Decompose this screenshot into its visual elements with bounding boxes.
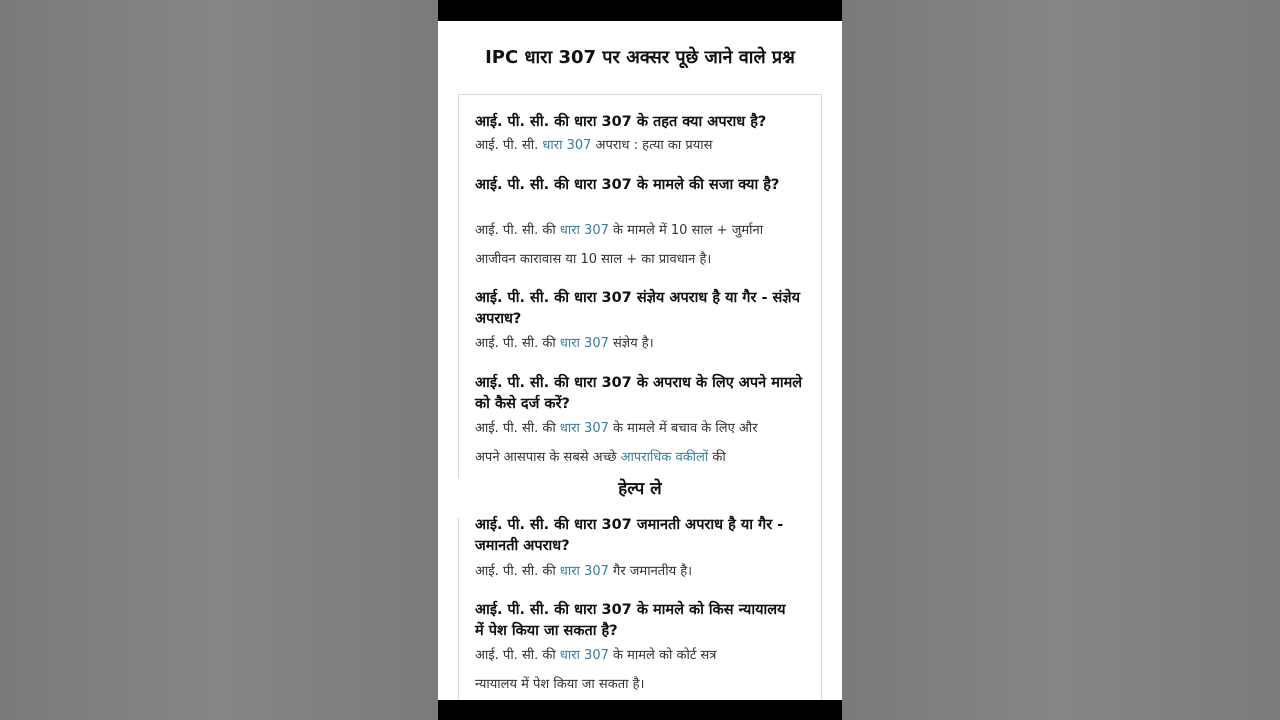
page-title: IPC धारा 307 पर अक्सर पूछे जाने वाले प्रश्न	[485, 47, 795, 68]
answer-text: गैर जमानतीय है।	[613, 564, 693, 579]
section-link[interactable]: धारा 307	[559, 223, 609, 238]
answer-text: आई. पी. सी. की	[475, 564, 556, 579]
blurred-background-left	[0, 0, 438, 720]
faq-answer-2	[475, 216, 815, 245]
faq-answer-6	[475, 641, 815, 670]
faq-answer-4	[475, 414, 815, 443]
section-link[interactable]: धारा 307	[559, 564, 609, 579]
answer-text: अपराध : हत्या का प्रयास	[595, 138, 713, 153]
faq-question-1: आई. पी. सी. की धारा 307 के तहत क्या अपराध है?	[475, 114, 767, 130]
criminal-lawyers-link[interactable]: आपराधिक वकीलों	[620, 450, 709, 465]
section-link[interactable]: धारा 307	[559, 648, 609, 663]
answer-text: आई. पी. सी. की	[475, 421, 556, 436]
help-text: हेल्प ले	[618, 479, 662, 499]
answer-text: अपने आसपास के सबसे अच्छे	[475, 450, 617, 465]
faq-question-4: आई. पी. सी. की धारा 307 के अपराध के लिए अपने मामले को कैसे दर्ज करें?	[475, 375, 803, 412]
answer-text: आई. पी. सी. की	[475, 336, 556, 351]
faq-answer-2-line2: आजीवन कारावास या 10 साल + का प्रावधान है।	[475, 252, 712, 267]
faq-answer-5	[475, 557, 815, 586]
faq-question-2: आई. पी. सी. की धारा 307 के मामले की सजा क्या है?	[475, 177, 780, 193]
section-link[interactable]: धारा 307	[542, 138, 592, 153]
faq-answer-1	[475, 131, 815, 160]
answer-text: आई. पी. सी. की	[475, 648, 556, 663]
faq-question-6: आई. पी. सी. की धारा 307 के मामले को किस न्यायालय में पेश किया जा सकता है?	[475, 602, 786, 639]
section-link[interactable]: धारा 307	[559, 336, 609, 351]
answer-text: की	[712, 450, 726, 465]
answer-text: के मामले को कोर्ट सत्र	[613, 648, 717, 663]
phone-frame	[438, 0, 842, 720]
faq-question-5: आई. पी. सी. की धारा 307 जमानती अपराध है या गैर - जमानती अपराध?	[475, 517, 784, 554]
answer-text: के मामले में बचाव के लिए और	[613, 421, 758, 436]
top-letterbox	[438, 0, 842, 21]
bottom-letterbox	[438, 700, 842, 720]
section-link[interactable]: धारा 307	[559, 421, 609, 436]
blurred-background-right	[842, 0, 1280, 720]
answer-text: आई. पी. सी. की	[475, 223, 556, 238]
answer-text: संज्ञेय है।	[613, 336, 654, 351]
answer-text: आई. पी. सी.	[475, 138, 539, 153]
faq-question-3: आई. पी. सी. की धारा 307 संज्ञेय अपराध है या गैर - संज्ञेय अपराध?	[475, 290, 801, 327]
faq-answer-3	[475, 329, 815, 358]
faq-answer-6-line2: न्यायालय में पेश किया जा सकता है।	[475, 677, 645, 692]
answer-text: के मामले में 10 साल + जुर्माना	[613, 223, 764, 238]
faq-answer-4-line2	[475, 443, 815, 472]
